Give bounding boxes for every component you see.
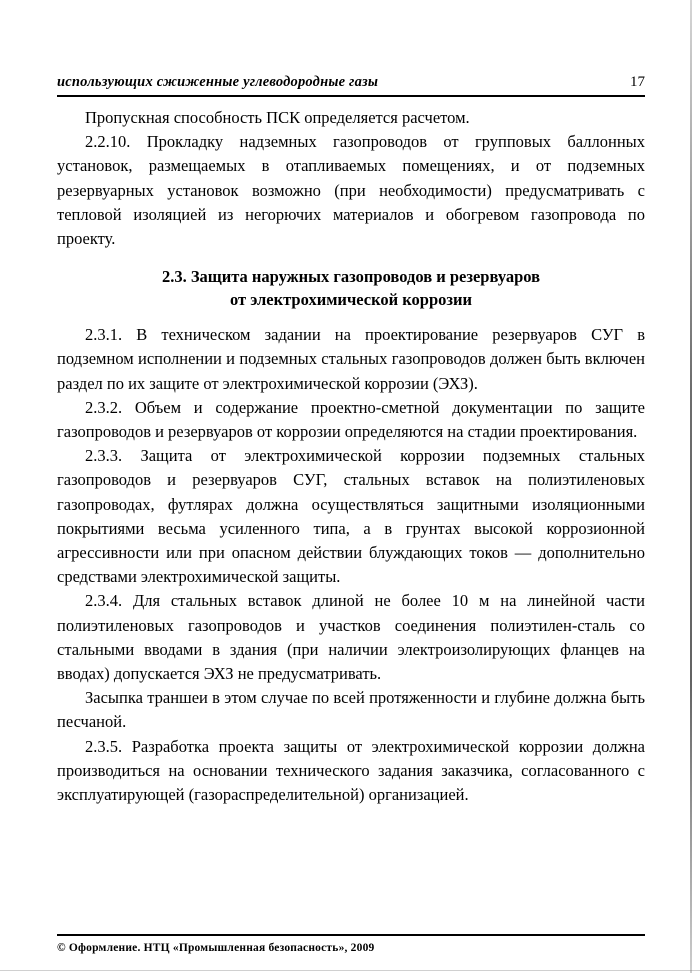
paragraph: Пропускная способность ПСК определяется расчетом. (85, 108, 470, 127)
paragraph: Засыпка траншеи в этом случае по всей протяженности и глубине должна быть песчаной. (57, 688, 645, 732)
copyright-notice: © Оформление. НТЦ «Промышленная безопасность», 2009 (57, 942, 375, 954)
paragraph: 2.2.10. Прокладку надземных газопроводов от групповых баллонных установок, размещаемых в отапливаемых помещениях, и от подземных резервуарных установок возможно (при необходимости) предусматривать с тепловой изоляцией из негорючих материалов и обогревом газопровода по проекту. (57, 132, 645, 249)
scan-edge-artifact (690, 0, 692, 973)
paragraph: 2.3.2. Объем и содержание проектно-сметной документации по защите газопроводов и резервуаров от коррозии определяются на стадии проектирования. (57, 397, 645, 442)
page-number: 17 (630, 74, 645, 90)
running-title: использующих сжиженные углеводородные газы (57, 74, 379, 90)
scan-edge-artifact-bottom (0, 970, 700, 971)
section-heading (57, 265, 645, 311)
page-header (57, 74, 645, 91)
header-rule (57, 95, 645, 97)
document-body (57, 106, 645, 807)
footer-rule (57, 934, 645, 936)
paragraph: 2.3.5. Разработка проекта защиты от электрохимической коррозии должна производиться на основании технического задания заказчика, согласованного с эксплуатирующей (газораспределительной) организацией. (57, 736, 645, 805)
section-heading-line2: от электрохимической коррозии (229, 290, 473, 310)
section-heading-line1: 2.3. Защита наружных газопроводов и резервуаров (161, 267, 541, 287)
paragraph: 2.3.4. Для стальных вставок длиной не более 10 м на линейной части полиэтиленовых газопроводов и участков соединения полиэтилен-сталь со стальными вводами в здания (при наличии электроизолирующих фланцев на вводах) допускается ЭХЗ не предусматривать. (57, 591, 645, 684)
paragraph: 2.3.3. Защита от электрохимической коррозии подземных стальных газопроводов и резервуаров СУГ, стальных вставок на полиэтиленовых газопроводах, футлярах должна осуществляться защитными изоляционными покрытиями весьма усиленного типа, а в грунтах высокой коррозионной агрессивности или при опасном действии блуждающих токов — дополнительно средствами электрохимической защиты. (57, 446, 645, 587)
paragraph: 2.3.1. В техническом задании на проектирование резервуаров СУГ в подземном исполнении и подземных стальных газопроводов должен быть включен раздел по их защите от электрохимической коррозии (ЭХЗ). (57, 325, 645, 393)
